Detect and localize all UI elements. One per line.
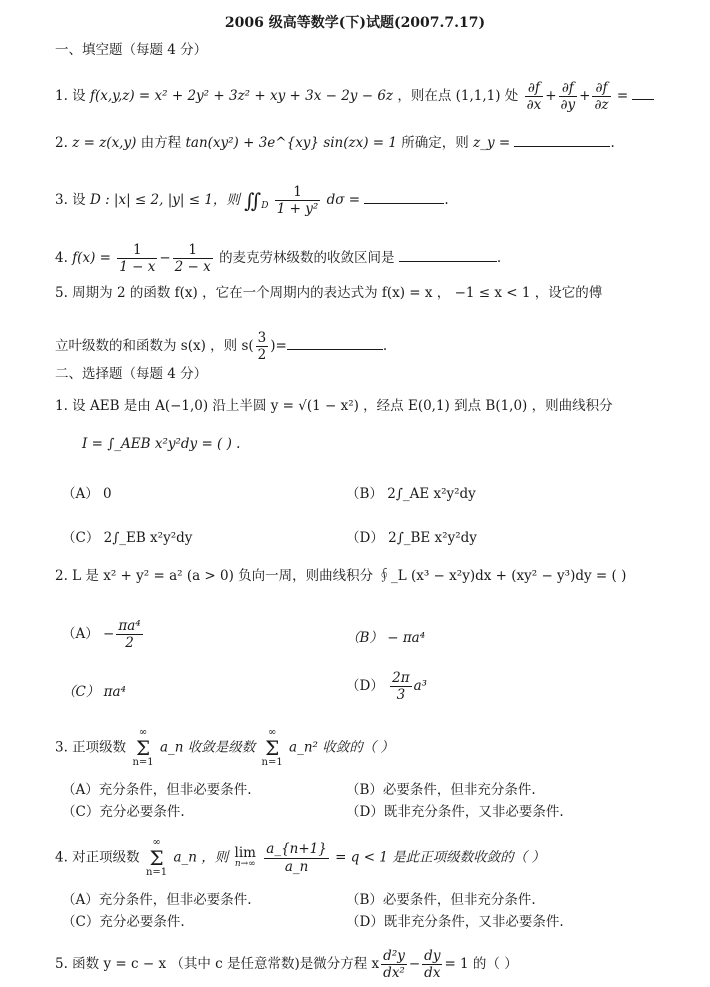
choice-question-1-integral: I = ∫_AEB x²y²dy = ( ) .: [82, 436, 241, 452]
choice-1-option-d: （D） 2∫_BE x²y²dy: [346, 530, 477, 546]
answer-blank: [364, 193, 444, 204]
choice-1-option-c: （C） 2∫_EB x²y²dy: [62, 530, 193, 546]
choice-2-option-d: （D） $\frac{2\pi}{3}$ a³: [346, 670, 428, 704]
choice-3-option-b: （B）必要条件，但非充分条件.: [346, 782, 536, 798]
answer-blank: [514, 136, 610, 147]
fill-question-1: 1. 设 f(x,y,z) = x² + 2y² + 3z² + xy + 3x − 2y − 6z ，则在点 (1,1,1) 处 $\frac{\partial f}{\partial x}$ + $\frac{\partial f}{\partial y}$ + $\frac{\partial f}{\partial z}$ =: [55, 80, 654, 113]
fill-question-3: 3. 设 D : |x| ≤ 2, |y| ≤ 1，则 $∬_D$ $\frac{1}{\text{1 + y²}}$ dσ = .: [55, 184, 449, 218]
choice-1-option-b: （B） 2∫_AE x²y²dy: [346, 486, 476, 502]
choice-2-option-b: （B） − πa⁴: [346, 630, 426, 646]
choice-3-option-a: （A）充分条件，但非必要条件.: [62, 782, 252, 798]
choice-question-1: 1. 设 AEB 是由 A(−1,0) 沿上半圆 y = √(1 − x²) ，经点 E(0,1) 到点 B(1,0) ，则曲线积分: [55, 398, 613, 414]
answer-blank: [399, 251, 497, 262]
choice-3-option-d: （D）既非充分条件，又非必要条件.: [346, 804, 564, 820]
fill-question-2: 2. z = z(x,y) 由方程 tan(xy²) + 3e^{xy} sin(zx) = 1 所确定，则 z_y = .: [55, 135, 615, 151]
choice-4-option-b: （B）必要条件，但非充分条件.: [346, 892, 536, 908]
choice-1-option-a: （A） 0: [62, 486, 112, 502]
page-title: 2006 级高等数学(下)试题(2007.7.17): [224, 15, 486, 31]
choice-4-option-d: （D）既非充分条件，又非必要条件.: [346, 914, 564, 930]
choice-2-option-c: （C） πa⁴: [62, 684, 126, 700]
answer-blank: [287, 339, 383, 350]
choice-question-3: 3. 正项级数 ∞ Σ n=1 a_n 收敛是级数 ∞ Σ n=1 a_n² 收敛的（ ）: [55, 727, 395, 768]
choice-3-option-c: （C）充分必要条件.: [62, 804, 185, 820]
choice-question-5: 5. 函数 y = c − x （其中 c 是任意常数)是微分方程 x $\frac{\text{d²y}}{\text{dx²}}$ − $\frac{dy}{dx}$ = 1 的（ ）: [55, 948, 518, 982]
section-fill-blank: 一、填空题（每题 4 分）: [55, 42, 208, 58]
choice-4-option-c: （C）充分必要条件.: [62, 914, 185, 930]
fill-question-4: 4. f(x) = $\frac{1}{1 - x}$ − $\frac{1}{2 - x}$ 的麦克劳林级数的收敛区间是 .: [55, 242, 502, 276]
answer-blank: [632, 89, 654, 100]
fill-question-5-cont: 立叶级数的和函数为 s(x) ，则 s( $\frac{3}{2}$ )= .: [55, 330, 388, 364]
choice-4-option-a: （A）充分条件，但非必要条件.: [62, 892, 252, 908]
section-choice: 二、选择题（每题 4 分）: [55, 366, 208, 382]
choice-2-option-a: （A） − $\frac{\text{πa⁴}}{2}$: [62, 618, 141, 652]
fill-question-5: 5. 周期为 2 的函数 f(x) ，它在一个周期内的表达式为 f(x) = x ， −1 ≤ x < 1 ，设它的傅: [55, 285, 603, 301]
choice-question-4: 4. 对正项级数 ∞ Σ n=1 a_n ，则 lim n→∞ $\frac{a\_\{n+1\}}{a\_n}$ = q < 1 是此正项级数收敛的（ ）: [55, 837, 545, 878]
choice-question-2: 2. L 是 x² + y² = a² (a > 0) 负向一周，则曲线积分 ∮_L (x³ − x²y)dx + (xy² − y³)dy = ( ): [55, 568, 627, 584]
